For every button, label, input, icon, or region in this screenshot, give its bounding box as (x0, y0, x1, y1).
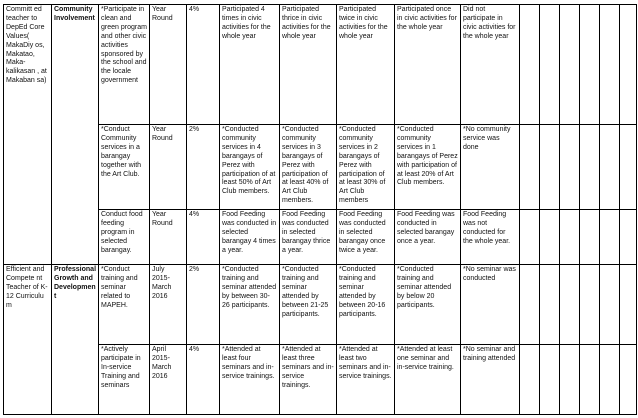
satisfactory-cell: Food Feeding was conducted in selected barangay once twice a year. (337, 210, 395, 265)
outstanding-cell: Participated 4 times in civic activities for the whole year (220, 5, 280, 125)
activity-cell: *Conduct training and seminar related to MAPEH. (99, 265, 150, 345)
table-row (4, 265, 637, 345)
weight-cell: 4% (187, 5, 220, 125)
activity-cell: *Actively participate in In-service Training and seminars (99, 345, 150, 415)
area-cell: Community Involvement (52, 5, 99, 265)
unsatisfactory-cell: *Conducted community services in 1 barangays of Perez with participation of at least 20% of Art Club members. (395, 125, 461, 210)
unsatisfactory-cell: *Attended at least one seminar and in-service training. (395, 345, 461, 415)
rating-cell (520, 210, 540, 265)
rating-cell (600, 210, 620, 265)
outstanding-cell: Food Feeding was conducted in selected barangay 4 times a year. (220, 210, 280, 265)
rating-cell (520, 5, 540, 125)
area-cell: Professional Growth and Developmen t (52, 265, 99, 415)
very-satisfactory-cell: *Attended at least three seminars and in-service trainings. (280, 345, 337, 415)
table-row (4, 5, 637, 125)
rating-cell (600, 125, 620, 210)
rating-cell (600, 345, 620, 415)
ipcrf-table (3, 4, 637, 415)
rating-cell (600, 5, 620, 125)
very-satisfactory-cell: *Conducted training and seminar attended by between 21-25 participants. (280, 265, 337, 345)
activity-cell: Conduct food feeding program in selected barangay. (99, 210, 150, 265)
poor-cell: *No community service was done (461, 125, 520, 210)
weight-cell: 2% (187, 125, 220, 210)
poor-cell: Did not participate in civic activities for the whole year (461, 5, 520, 125)
rating-cell (620, 210, 637, 265)
rating-cell (540, 210, 560, 265)
rating-cell (560, 210, 580, 265)
rating-cell (540, 345, 560, 415)
weight-cell: 4% (187, 345, 220, 415)
poor-cell: Food Feeding was not conducted for the whole year. (461, 210, 520, 265)
rating-cell (620, 265, 637, 345)
rating-cell (520, 125, 540, 210)
rating-cell (520, 265, 540, 345)
timeframe-cell: Year Round (150, 125, 187, 210)
timeframe-cell: Year Round (150, 5, 187, 125)
satisfactory-cell: *Conducted community services in 2 barangays of Perez with participation of at least 30% of Art Club members (337, 125, 395, 210)
outstanding-cell: *Conducted community services in 4 barangays of Perez with participation of at least 50% of Art Club members. (220, 125, 280, 210)
activity-cell: *Conduct Community services in a barangay together with the Art Club. (99, 125, 150, 210)
satisfactory-cell: *Conducted training and seminar attended by between 20-16 participants. (337, 265, 395, 345)
rating-cell (560, 265, 580, 345)
section-cell: Committ ed teacher to DepEd Core Values( MakaDiy os, Makatao, Maka-kalikasan , at Makaban sa) (4, 5, 52, 265)
rating-cell (580, 210, 600, 265)
outstanding-cell: *Conducted training and seminar attended by between 30-26 participants. (220, 265, 280, 345)
timeframe-cell: July 2015-March 2016 (150, 265, 187, 345)
rating-cell (560, 5, 580, 125)
satisfactory-cell: *Attended at least two seminars and in-service trainings. (337, 345, 395, 415)
rating-cell (520, 345, 540, 415)
rating-cell (540, 5, 560, 125)
weight-cell: 4% (187, 210, 220, 265)
unsatisfactory-cell: Participated once in civic activities for the whole year (395, 5, 461, 125)
rating-cell (620, 125, 637, 210)
satisfactory-cell: Participated twice in civic activities for the whole year (337, 5, 395, 125)
rating-cell (540, 125, 560, 210)
section-cell: Efficient and Compete nt Teacher of K-12 Curriculu m (4, 265, 52, 415)
timeframe-cell: April 2015-March 2016 (150, 345, 187, 415)
rating-cell (580, 125, 600, 210)
table-row (4, 125, 637, 210)
weight-cell: 2% (187, 265, 220, 345)
table-row (4, 345, 637, 415)
timeframe-cell: Year Round (150, 210, 187, 265)
rating-cell (620, 345, 637, 415)
activity-cell: *Participate in clean and green program and other civic activities sponsored by the school and the locale government (99, 5, 150, 125)
rating-cell (600, 265, 620, 345)
outstanding-cell: *Attended at least four seminars and in-service trainings. (220, 345, 280, 415)
very-satisfactory-cell: Participated thrice in civic activities for the whole year (280, 5, 337, 125)
rating-cell (560, 125, 580, 210)
rating-cell (620, 5, 637, 125)
table-row (4, 210, 637, 265)
very-satisfactory-cell: Food Feeding was conducted in selected barangay thrice a year. (280, 210, 337, 265)
rating-cell (560, 345, 580, 415)
rating-cell (580, 345, 600, 415)
unsatisfactory-cell: Food Feeding was conducted in selected barangay once a year. (395, 210, 461, 265)
unsatisfactory-cell: *Conducted training and seminar attended by below 20 participants. (395, 265, 461, 345)
rating-cell (580, 265, 600, 345)
rating-cell (580, 5, 600, 125)
very-satisfactory-cell: *Conducted community services in 3 barangays of Perez with participation of at least 40% of Art Club members. (280, 125, 337, 210)
rating-cell (540, 265, 560, 345)
poor-cell: *No seminar and training attended (461, 345, 520, 415)
poor-cell: *No seminar was conducted (461, 265, 520, 345)
